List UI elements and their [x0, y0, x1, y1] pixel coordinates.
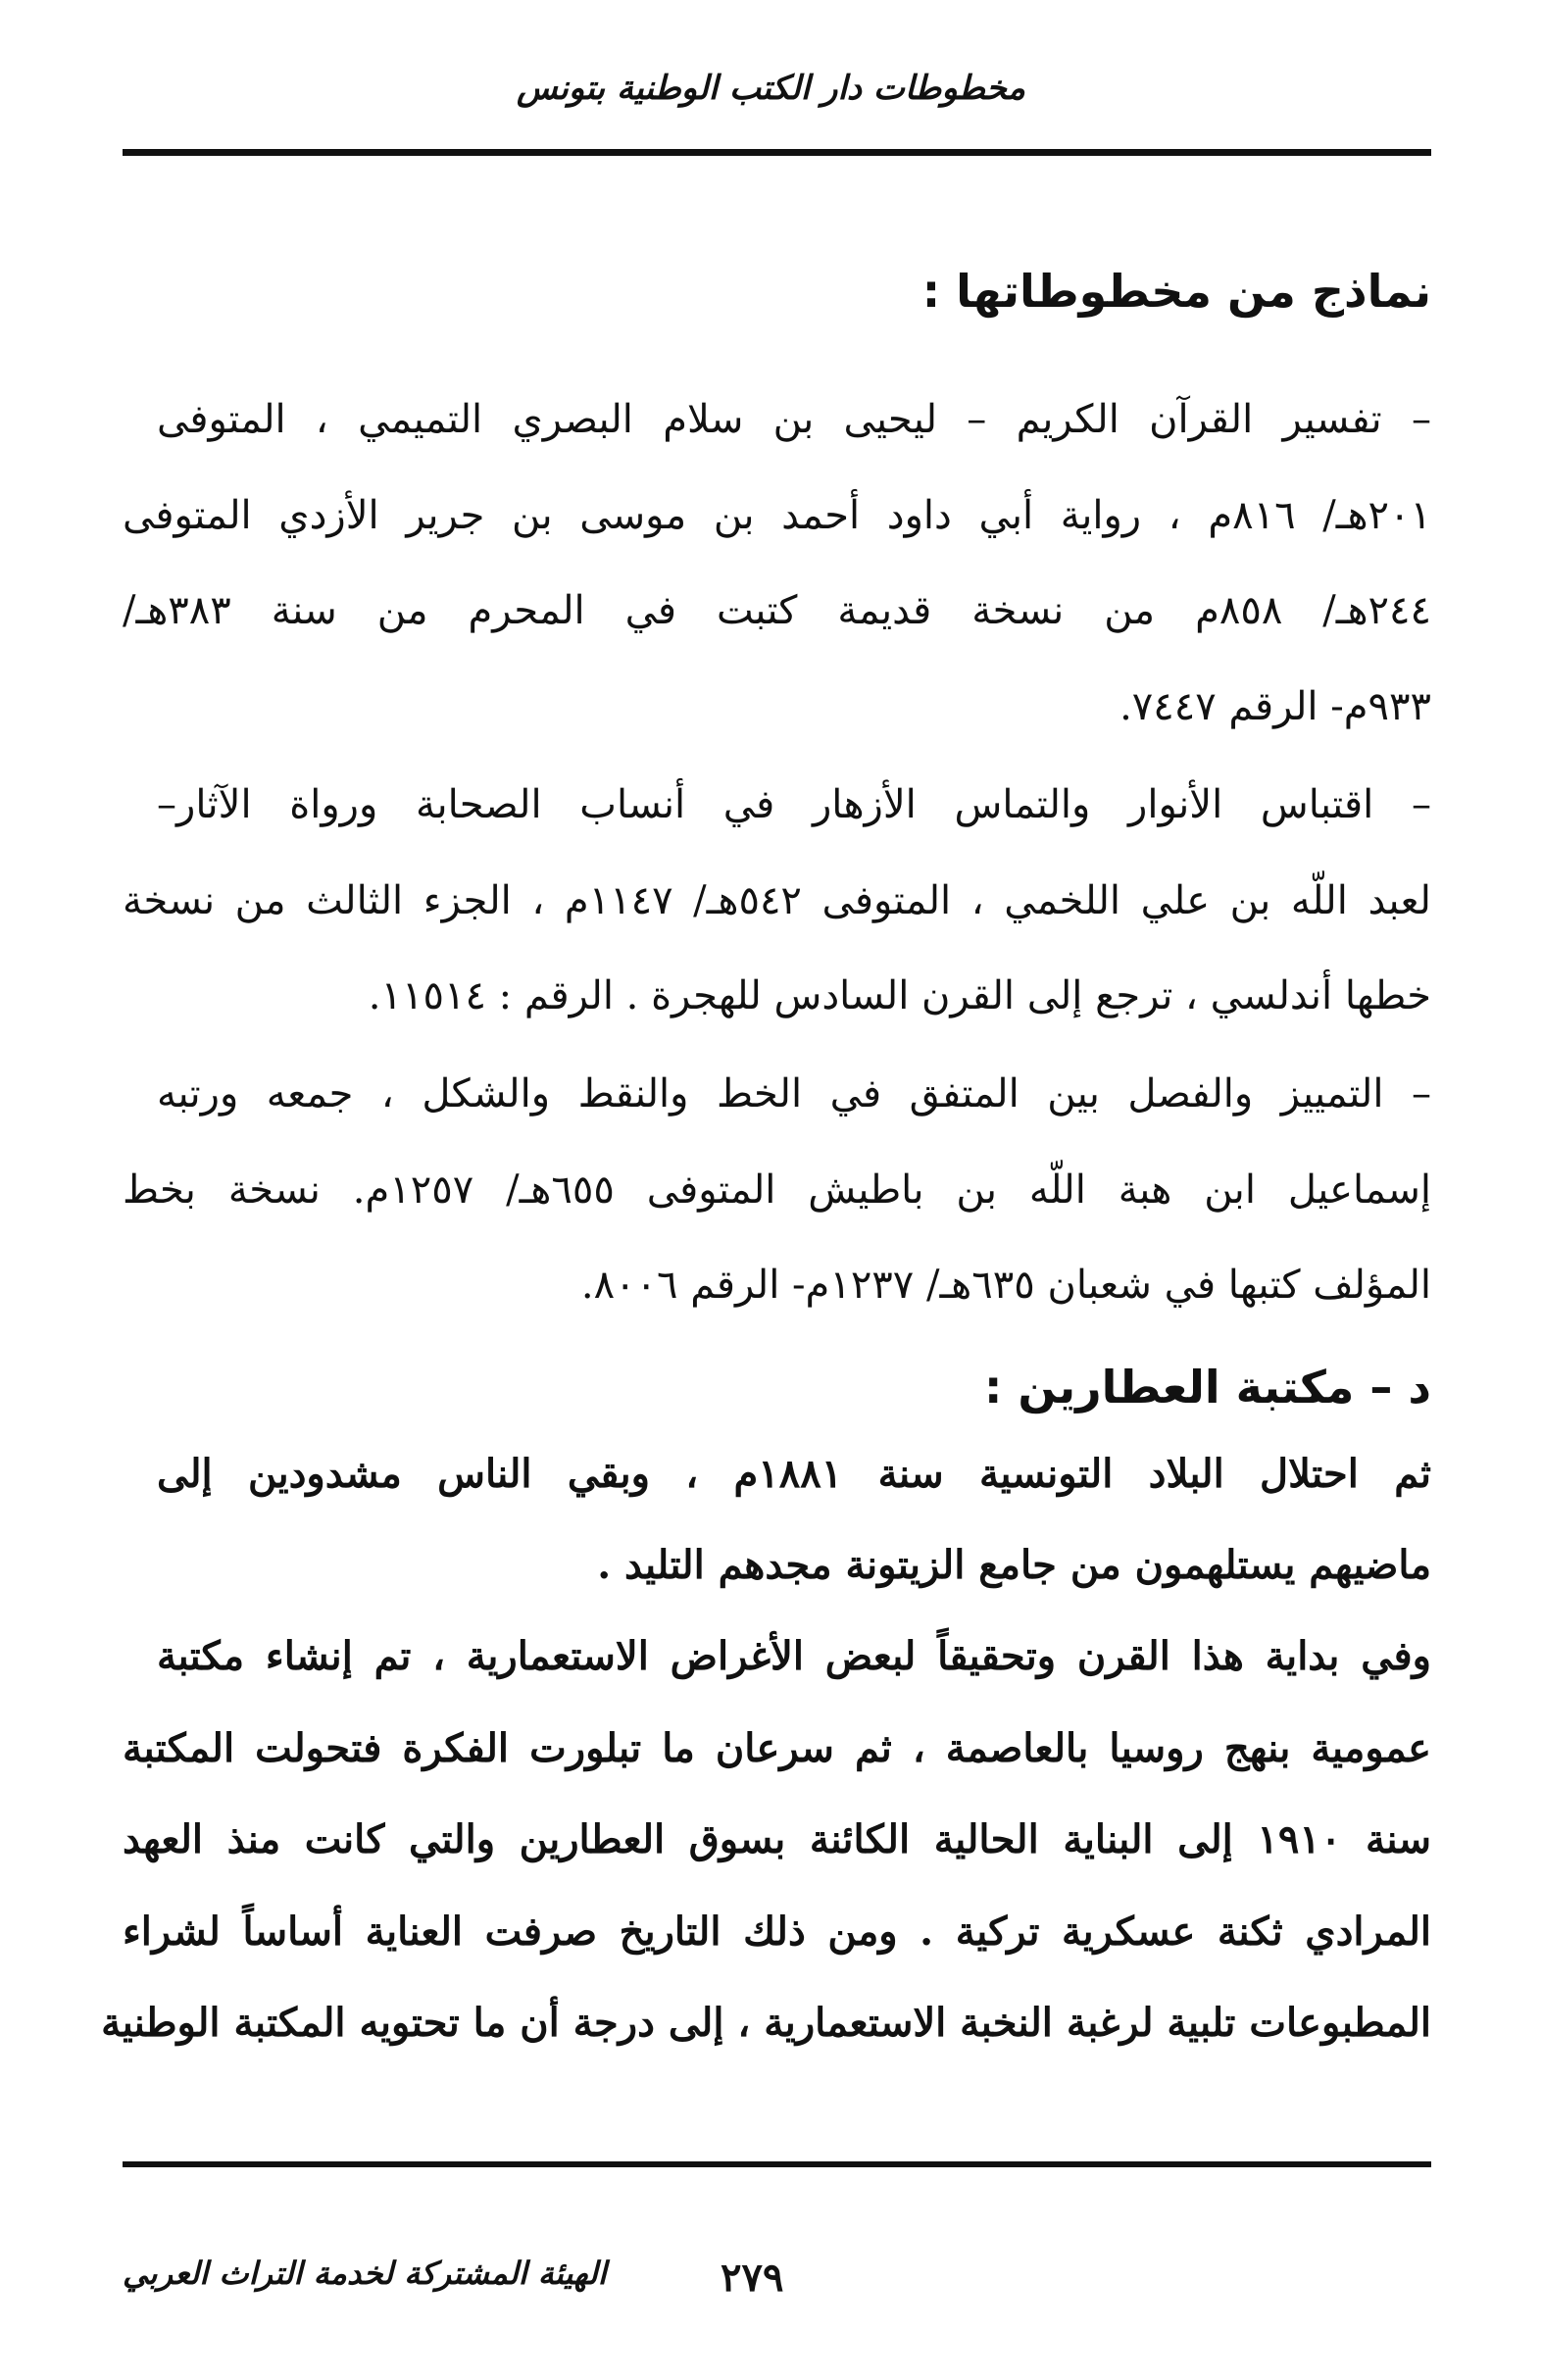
text-line: المرادي ثكنة عسكرية تركية . ومن ذلك التاريخ صرفت العناية أساساً لشراء [123, 1909, 1431, 1955]
publisher-name: الهيئة المشتركة لخدمة التراث العربي [123, 2255, 607, 2292]
text-line: سنة ١٩١٠ إلى البناية الحالية الكائنة بسوق العطارين والتي كانت منذ العهد [123, 1816, 1432, 1862]
text-line: ماضيهم يستلهمون من جامع الزيتونة مجدهم التليد . [597, 1542, 1431, 1588]
text-line: ٩٣٣م- الرقم ٧٤٤٧. [1119, 684, 1431, 729]
section-heading-samples: نماذج من مخطوطاتها : [921, 265, 1431, 318]
text-line: المطبوعات تلبية لرغبة النخبة الاستعمارية ، إلى درجة أن ما تحتويه المكتبة الوطنية [101, 2000, 1431, 2046]
text-line: ٢٤٤هـ/ ٨٥٨م من نسخة قديمة كتبت في المحرم من سنة ٣٨٣هـ/ [123, 588, 1431, 633]
footer-rule [123, 2161, 1431, 2167]
page-number: ٢٧٩ [721, 2255, 784, 2301]
text-line: – التمييز والفصل بين المتفق في الخط والنقط والشكل ، جمعه ورتبه [157, 1071, 1431, 1116]
text-line: لعبد اللّه بن علي اللخمي ، المتوفى ٥٤٢هـ/ ١١٤٧م ، الجزء الثالث من نسخة [123, 878, 1431, 923]
text-line: – اقتباس الأنوار والتماس الأزهار في أنساب الصحابة ورواة الآثار– [157, 782, 1431, 827]
text-line: ٢٠١هـ/ ٨١٦م ، رواية أبي داود أحمد بن موسى بن جرير الأزدي المتوفى [123, 493, 1431, 538]
text-line: المؤلف كتبها في شعبان ٦٣٥هـ/ ١٢٣٧م- الرقم ٨٠٠٦. [580, 1263, 1431, 1308]
section-heading-attarine-library: د – مكتبة العطارين : [984, 1361, 1431, 1413]
running-title: مخطوطات دار الكتب الوطنية بتونس [517, 69, 1025, 108]
text-line: – تفسير القرآن الكريم – ليحيى بن سلام البصري التميمي ، المتوفى [157, 397, 1431, 442]
text-line: عمومية بنهج روسيا بالعاصمة ، ثم سرعان ما تبلورت الفكرة فتحولت المكتبة [123, 1725, 1431, 1771]
text-line: إسماعيل ابن هبة اللّه بن باطيش المتوفى ٦٥٥هـ/ ١٢٥٧م. نسخة بخط [123, 1167, 1431, 1213]
text-line: خطها أندلسي ، ترجع إلى القرن السادس للهجرة . الرقم : ١١٥١٤. [368, 973, 1431, 1018]
text-line: ثم احتلال البلاد التونسية سنة ١٨٨١م ، وبقي الناس مشدودين إلى [157, 1451, 1431, 1497]
text-line: وفي بداية هذا القرن وتحقيقاً لبعض الأغراض الاستعمارية ، تم إنشاء مكتبة [157, 1633, 1431, 1679]
header-rule [123, 149, 1431, 156]
